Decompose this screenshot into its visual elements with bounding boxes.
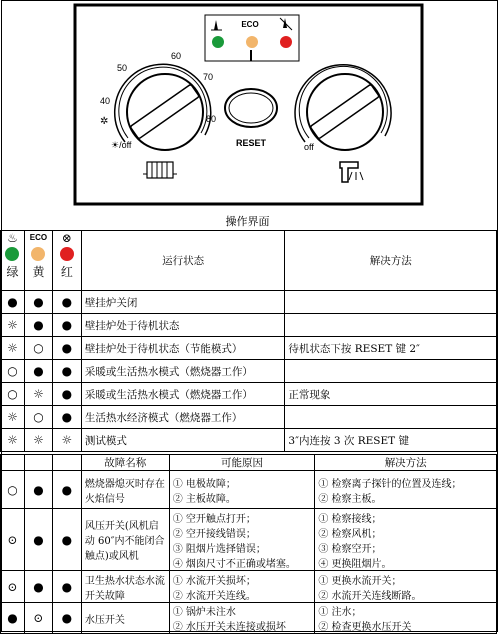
cause-item: ① 锅炉未注水 <box>172 607 236 618</box>
status-header-row <box>1 231 497 291</box>
sun-small-icon: ✲ <box>100 116 109 127</box>
solution-text <box>285 360 497 383</box>
state-text: 壁挂炉关闭 <box>81 291 285 314</box>
fault-solutions <box>315 509 497 571</box>
fault-header-row <box>1 455 497 471</box>
yellow-state: ● <box>24 509 52 571</box>
radiator-icon <box>143 162 177 178</box>
cause-item: ④ 烟囱尺寸不正确或堵塞。 <box>172 558 296 570</box>
cause-item: ② 水流开关连线。 <box>172 590 256 602</box>
yellow-state: ○ <box>24 337 52 360</box>
state-text: 测试模式 <box>81 429 285 452</box>
fault-row <box>1 471 497 509</box>
green-state: ☼ <box>1 314 25 337</box>
green-state: ● <box>1 291 25 314</box>
red-state: ● <box>52 314 81 337</box>
fault-solutions <box>315 471 497 509</box>
solution-item: ① 检察离子探针的位置及连线； <box>318 478 462 490</box>
fault-cause-header: 可能原因 <box>169 455 315 471</box>
dial-tick-80: 80 <box>206 114 217 124</box>
state-text: 采暖或生活热水模式（燃烧器工作） <box>81 360 285 383</box>
green-led <box>212 36 224 48</box>
fault-causes <box>169 471 315 509</box>
green-label: 绿 <box>6 265 19 279</box>
status-row <box>1 383 497 406</box>
red-state: ● <box>52 291 81 314</box>
solution-item: ③ 检察空开； <box>318 543 382 555</box>
yellow-state: ● <box>24 314 52 337</box>
fault-name: 风压开关(风机启动 60″内不能闭合触点)或风机 <box>81 509 169 571</box>
cause-item: ② 水压开关未连接或损坏 <box>172 622 286 633</box>
eco-label: ECO <box>241 20 259 29</box>
green-state: ○ <box>1 360 25 383</box>
red-state: ☼ <box>52 429 81 452</box>
yellow-state: ⊙ <box>24 603 52 634</box>
solution-header: 解决方法 <box>285 231 497 291</box>
eco-small-label: ECO <box>29 233 48 242</box>
fault-table <box>0 454 497 634</box>
status-table <box>0 230 497 452</box>
solution-item: ① 更换水流开关； <box>318 575 402 587</box>
no-flame-small-icon: ⊗ <box>61 231 72 245</box>
yellow-led <box>246 36 258 48</box>
reset-button[interactable] <box>225 89 277 127</box>
red-state: ● <box>52 360 81 383</box>
solution-item: ② 检察主板。 <box>318 493 382 505</box>
solution-text: 正常现象 <box>285 383 497 406</box>
solution-text <box>285 314 497 337</box>
red-state: ● <box>52 471 81 509</box>
control-panel-illustration <box>0 0 495 214</box>
cause-item: ① 电极故障； <box>172 478 236 490</box>
yellow-state: ● <box>24 471 52 509</box>
status-row <box>1 337 497 360</box>
solution-text: 待机状态下按 RESET 键 2″ <box>285 337 497 360</box>
fault-causes <box>169 509 315 571</box>
solution-item: ① 检察接线； <box>318 513 382 525</box>
red-state: ● <box>52 406 81 429</box>
dial-tick-60: 60 <box>171 51 182 61</box>
green-state: ☼ <box>1 406 25 429</box>
red-state: ● <box>52 337 81 360</box>
dial-tick-70: 70 <box>203 72 214 82</box>
yellow-state: ☼ <box>24 429 52 452</box>
fault-name: 水压开关 <box>81 603 169 634</box>
status-row <box>1 406 497 429</box>
green-state: ○ <box>1 471 25 509</box>
fault-header-blank <box>24 455 52 471</box>
red-led-icon <box>60 247 74 261</box>
state-text: 采暖或生活热水模式（燃烧器工作） <box>81 383 285 406</box>
dial-tick-50: 50 <box>117 63 128 73</box>
red-state: ● <box>52 603 81 634</box>
solution-item: ② 水流开关连线断路。 <box>318 590 422 602</box>
status-row <box>1 314 497 337</box>
fault-row <box>1 509 497 571</box>
fault-name: 卫生热水状态水流开关故障 <box>81 571 169 603</box>
fault-header-blank <box>1 455 25 471</box>
green-state: ☼ <box>1 429 25 452</box>
fault-solution-header: 解决方法 <box>315 455 497 471</box>
cause-item: ① 水流开关损坏； <box>172 575 256 587</box>
reset-label: RESET <box>235 138 267 148</box>
yellow-state: ● <box>24 291 52 314</box>
state-header: 运行状态 <box>81 231 285 291</box>
red-led <box>280 36 292 48</box>
green-state: ● <box>1 603 25 634</box>
green-state: ⊙ <box>1 509 25 571</box>
fault-row <box>1 571 497 603</box>
yellow-state: ○ <box>24 406 52 429</box>
cause-item: ② 空开接线错误； <box>172 528 256 540</box>
fault-name-header: 故障名称 <box>81 455 169 471</box>
fault-solutions <box>315 603 497 634</box>
solution-text <box>285 406 497 429</box>
green-state: ☼ <box>1 337 25 360</box>
green-state: ⊙ <box>1 571 25 603</box>
status-row <box>1 360 497 383</box>
red-label: 红 <box>60 265 73 279</box>
dial-right-off-label: off <box>304 142 314 152</box>
green-led-icon <box>5 247 19 261</box>
cause-item: ③ 阻烟片选择错误； <box>172 543 266 555</box>
state-text: 壁挂炉处于待机状态 <box>81 314 285 337</box>
fault-causes <box>169 603 315 634</box>
red-state: ● <box>52 509 81 571</box>
fault-row <box>1 603 497 634</box>
yellow-state: ☼ <box>24 383 52 406</box>
yellow-state: ● <box>24 571 52 603</box>
fault-header-blank <box>52 455 81 471</box>
solution-text: 3″内连按 3 次 RESET 键 <box>285 429 497 452</box>
dial-tick-40: 40 <box>100 96 111 106</box>
state-text: 生活热水经济模式（燃烧器工作） <box>81 406 285 429</box>
control-panel-svg <box>0 0 495 214</box>
fault-causes <box>169 571 315 603</box>
solution-item: ② 检察风机； <box>318 528 382 540</box>
solution-text <box>285 291 497 314</box>
panel-caption: 操作界面 <box>225 215 270 228</box>
cause-item: ② 主板故障。 <box>172 493 236 505</box>
red-indicator-header <box>52 231 81 291</box>
green-indicator-header <box>1 231 25 291</box>
dial-left-off-label: ☀/off <box>111 140 132 150</box>
solution-item: ② 检查更换水压开关 <box>318 622 412 633</box>
red-state: ● <box>52 571 81 603</box>
status-row <box>1 429 497 452</box>
green-state: ○ <box>1 383 25 406</box>
yellow-state: ● <box>24 360 52 383</box>
cause-item: ① 空开触点打开； <box>172 513 256 525</box>
fault-solutions <box>315 571 497 603</box>
status-row <box>1 291 497 314</box>
red-state: ● <box>52 383 81 406</box>
radiator-small-icon: ♨ <box>7 231 18 245</box>
solution-item: ① 注水； <box>318 607 362 618</box>
state-text: 壁挂炉处于待机状态（节能模式） <box>81 337 285 360</box>
yellow-label: 黄 <box>32 265 45 279</box>
fault-name: 燃烧器熄灭时存在火焰信号 <box>81 471 169 509</box>
yellow-indicator-header <box>24 231 52 291</box>
solution-item: ④ 更换阻烟片。 <box>318 558 392 570</box>
yellow-led-icon <box>31 247 45 261</box>
